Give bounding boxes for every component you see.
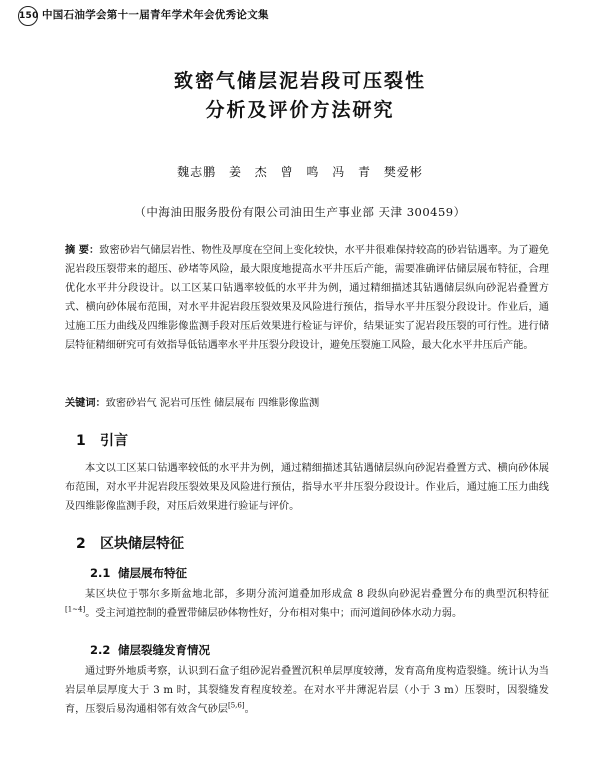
subsection-2-1-title: 储层展布特征 (118, 566, 187, 580)
subsection-2-1-number: 2.1 (90, 566, 111, 580)
affiliation: （中海油田服务股份有限公司油田生产事业部 天津 300459） (134, 205, 466, 219)
section-1-heading (76, 430, 128, 450)
subsection-2-2-text-b: 。 (244, 704, 255, 715)
abstract (65, 241, 549, 355)
subsection-2-2-text-a: 通过野外地质考察，认识到石盒子组砂泥岩叠置沉积单层厚度较薄，发育高角度构造裂缝。统计认为当岩层单层厚度大于 3 m 时，其裂缝发育程度较差。在对水平井薄泥岩层（小于 3 m）压裂时，因裂缝发育，压裂后易沟通相邻有效含气砂层 (65, 666, 549, 715)
subsection-2-2-title: 储层裂缝发育情况 (118, 643, 210, 657)
keywords (65, 394, 549, 413)
section-1-title: 引言 (100, 433, 128, 449)
page-number: 150 (18, 6, 38, 26)
section-1-body: 本文以工区某口钻遇率较低的水平井为例，通过精细描述其钻遇储层纵向砂泥岩叠置方式、横向砂体展布范围，对水平井泥岩段压裂效果及风险进行预估，指导水平井压裂分段设计。作业后，通过施工压力曲线及四维影像监测手段，对压后效果进行验证与评价。 (65, 463, 549, 512)
authors: 魏志鹏 姜 杰 曾 鸣 冯 青 樊爱彬 (177, 165, 423, 179)
citation: [1~4] (65, 605, 86, 614)
running-head (18, 6, 269, 26)
citation: [5,6] (228, 701, 245, 710)
abstract-text: 致密砂岩气储层岩性、物性及厚度在空间上变化较快，水平井很难保持较高的砂岩钻遇率。为了避免泥岩段压裂带来的超压、砂堵等风险，最大限度地提高水平井压后产能，需要准确评估储层展布特征，合理优化水平井分段设计。以工区某口钻遇率较低的水平井为例，通过精细描述其钻遇储层纵向砂泥岩叠置方式、横向砂体展布范围，对水平井泥岩段压裂效果及风险进行预估，指导水平井压裂分段设计。作业后，通过施工压力曲线及四维影像监测手段对压后效果进行检证与评价，结果证实了泥岩段压裂的可行性。进行储层特征精细研究可有效指导低钻遇率水平井压裂分段设计，避免压裂施工风险，最大化水平井压后产能。 (65, 245, 549, 351)
subsection-2-1-heading (90, 565, 187, 581)
paper-title-line-2: 分析及评价方法研究 (205, 99, 395, 121)
section-2-title: 区块储层特征 (100, 536, 184, 552)
keywords-text: 致密砂岩气 泥岩可压性 储层展布 四维影像监测 (105, 398, 320, 409)
section-2-heading (76, 533, 184, 553)
abstract-label: 摘 要： (65, 245, 100, 256)
keywords-label: 关键词： (65, 398, 106, 409)
subsection-2-1-body (65, 585, 549, 623)
subsection-2-1-text-b: 。受主河道控制的叠置带储层砂体物性好，分布相对集中；而河道间砂体水动力弱。 (85, 608, 463, 619)
subsection-2-2-heading (90, 642, 210, 658)
section-1-number: 1 (76, 433, 86, 449)
subsection-2-2-number: 2.2 (90, 643, 111, 657)
subsection-2-1-text-a: 某区块位于鄂尔多斯盆地北部，多期分流河道叠加形成盒 8 段纵向砂泥岩叠置分布的典型沉积特征 (85, 589, 549, 600)
subsection-2-2-body (65, 662, 549, 719)
paper-title-line-1: 致密气储层泥岩段可压裂性 (173, 70, 426, 92)
section-2-number: 2 (76, 536, 86, 552)
running-title: 中国石油学会第十一届青年学术年会优秀论文集 (42, 9, 269, 21)
